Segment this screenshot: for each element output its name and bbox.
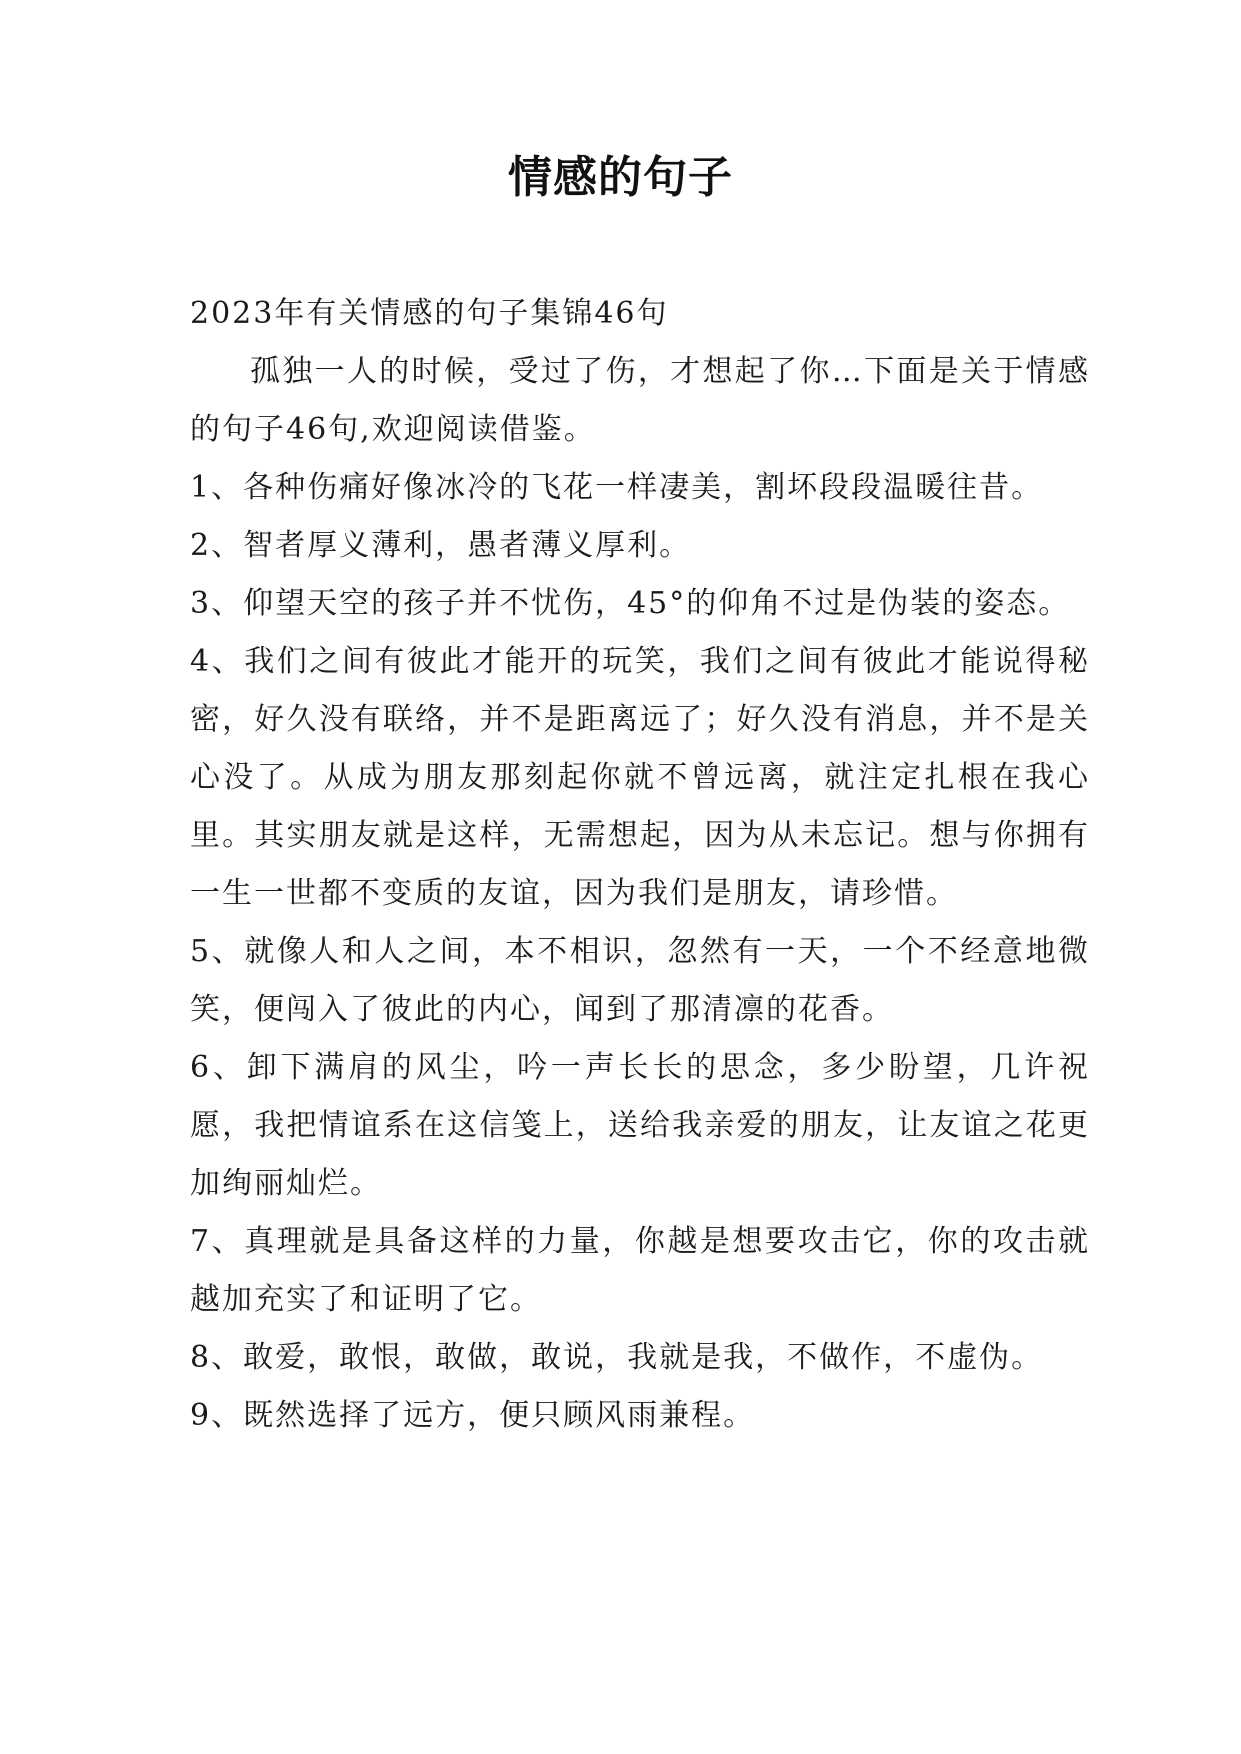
document-body	[190, 285, 1090, 1445]
list-item: 2、智者厚义薄利，愚者薄义厚利。	[190, 528, 692, 563]
list-item: 3、仰望天空的孩子并不忧伤，45°的仰角不过是伪装的姿态。	[190, 586, 1071, 621]
page-title: 情感的句子	[508, 152, 733, 203]
list-item: 7、真理就是具备这样的力量，你越是想要攻击它，你的攻击就越加充实了和证明了它。	[190, 1224, 1090, 1317]
list-item: 5、就像人和人之间，本不相识，忽然有一天，一个不经意地微笑，便闯入了彼此的内心，闻到了那清凛的花香。	[190, 934, 1090, 1027]
document-subtitle: 2023年有关情感的句子集锦46句	[190, 296, 669, 331]
list-item: 9、既然选择了远方，便只顾风雨兼程。	[190, 1398, 756, 1433]
list-item: 8、敢爱，敢恨，敢做，敢说，我就是我，不做作，不虚伪。	[190, 1340, 1044, 1375]
list-item: 1、各种伤痛好像冰冷的飞花一样凄美，割坏段段温暖往昔。	[190, 470, 1044, 505]
list-item: 4、我们之间有彼此才能开的玩笑，我们之间有彼此才能说得秘密，好久没有联络，并不是距离远了；好久没有消息，并不是关心没了。从成为朋友那刻起你就不曾远离，就注定扎根在我心里。其实朋友就是这样，无需想起，因为从未忘记。想与你拥有一生一世都不变质的友谊，因为我们是朋友，请珍惜。	[190, 644, 1090, 911]
list-item: 6、卸下满肩的风尘，吟一声长长的思念，多少盼望，几许祝愿，我把情谊系在这信笺上，送给我亲爱的朋友，让友谊之花更加绚丽灿烂。	[190, 1050, 1090, 1201]
intro-paragraph: 孤独一人的时候，受过了伤，才想起了你…下面是关于情感的句子46句,欢迎阅读借鉴。	[190, 354, 1090, 447]
